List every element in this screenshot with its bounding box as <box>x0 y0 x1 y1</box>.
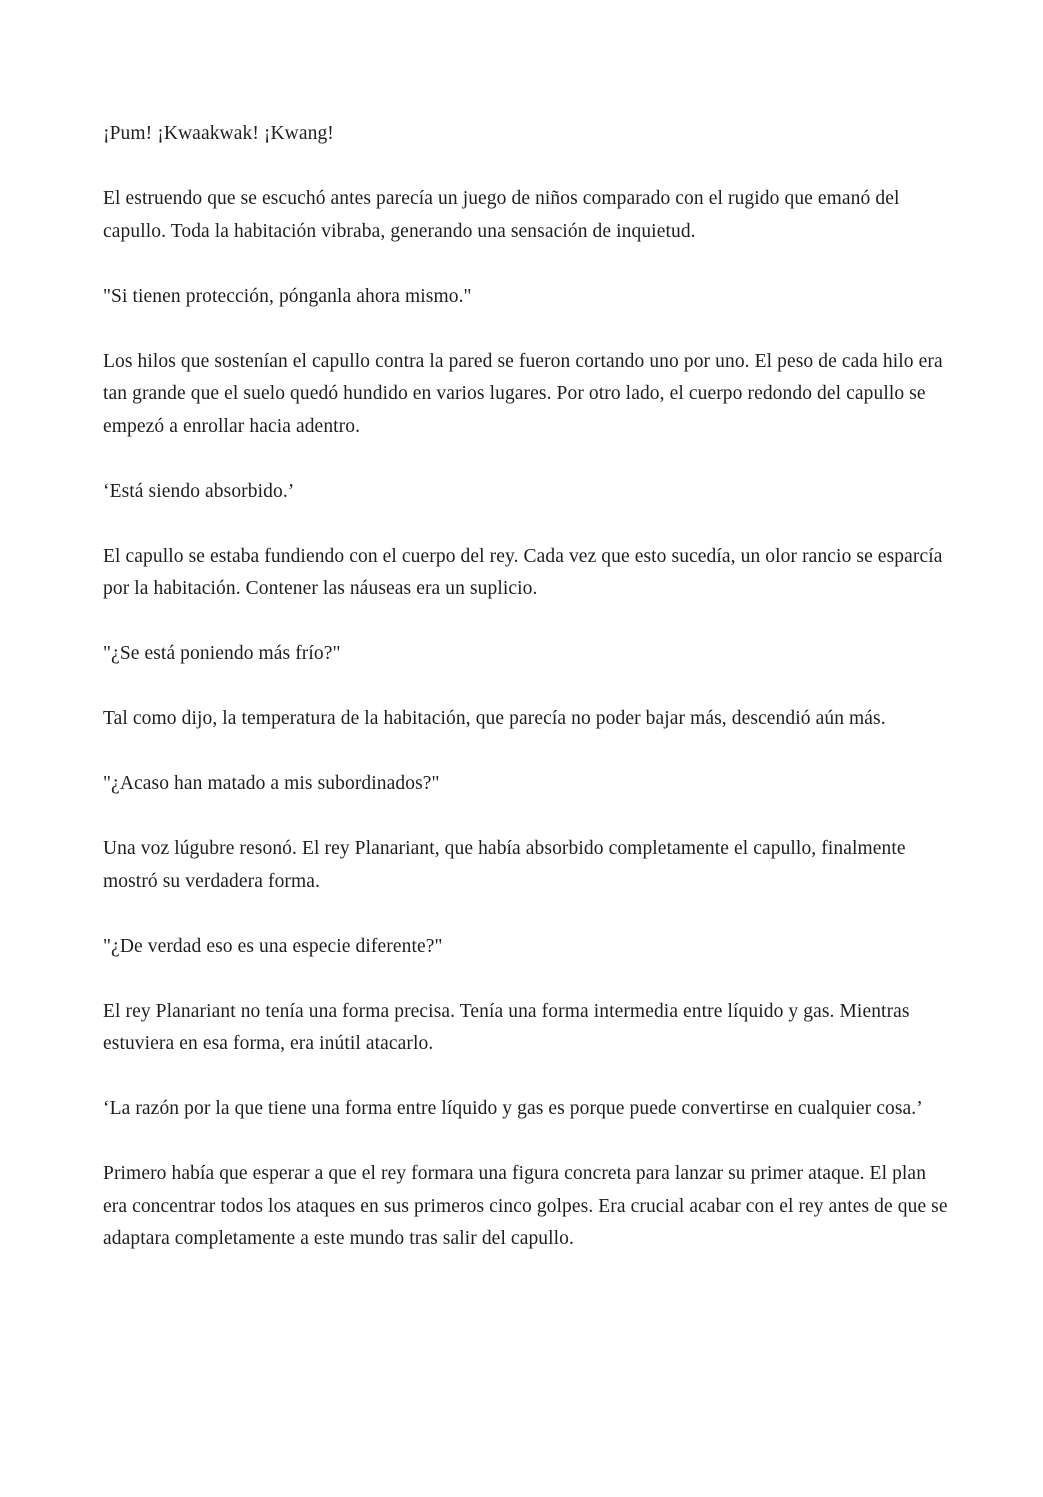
paragraph-thought: ‘La razón por la que tiene una forma entre líquido y gas es porque puede convertirse en cualquier cosa.’ <box>103 1098 923 1119</box>
paragraph-narration: El capullo se estaba fundiendo con el cuerpo del rey. Cada vez que esto sucedía, un olor rancio se esparcía por la habitación. Contener las náuseas era un suplicio. <box>103 545 943 599</box>
paragraph-dialogue: "Si tienen protección, pónganla ahora mismo." <box>103 285 472 307</box>
paragraph-narration: Tal como dijo, la temperatura de la habitación, que parecía no poder bajar más, descendió aún más. <box>103 708 886 729</box>
paragraph-dialogue: "¿Acaso han matado a mis subordinados?" <box>103 773 440 794</box>
paragraph-narration: Una voz lúgubre resonó. El rey Planariant, que había absorbido completamente el capullo, finalmente mostró su verdadera forma. <box>103 838 906 892</box>
document-page <box>103 118 953 1288</box>
paragraph-narration: El estruendo que se escuchó antes parecía un juego de niños comparado con el rugido que emanó del capullo. Toda la habitación vibraba, generando una sensación de inquietud. <box>103 188 900 242</box>
paragraph-narration: El rey Planariant no tenía una forma precisa. Tenía una forma intermedia entre líquido y gas. Mientras estuviera en esa forma, era inútil atacarlo. <box>103 1000 910 1054</box>
paragraph-dialogue: "¿De verdad eso es una especie diferente?" <box>103 935 443 957</box>
paragraph-dialogue: "¿Se está poniendo más frío?" <box>103 643 341 664</box>
paragraph-thought: ‘Está siendo absorbido.’ <box>103 480 295 502</box>
paragraph-narration: Primero había que esperar a que el rey formara una figura concreta para lanzar su primer ataque. El plan era concentrar todos los ataques en sus primeros cinco golpes. Era crucial acabar con el rey antes de que se adaptara completamente a este mundo tras salir del capullo. <box>103 1163 948 1249</box>
paragraph-sound-effects: ¡Pum! ¡Kwaakwak! ¡Kwang! <box>103 123 334 144</box>
paragraph-narration: Los hilos que sostenían el capullo contra la pared se fueron cortando uno por uno. El peso de cada hilo era tan grande que el suelo quedó hundido en varios lugares. Por otro lado, el cuerpo redondo del capullo se empezó a enrollar hacia adentro. <box>103 350 943 437</box>
